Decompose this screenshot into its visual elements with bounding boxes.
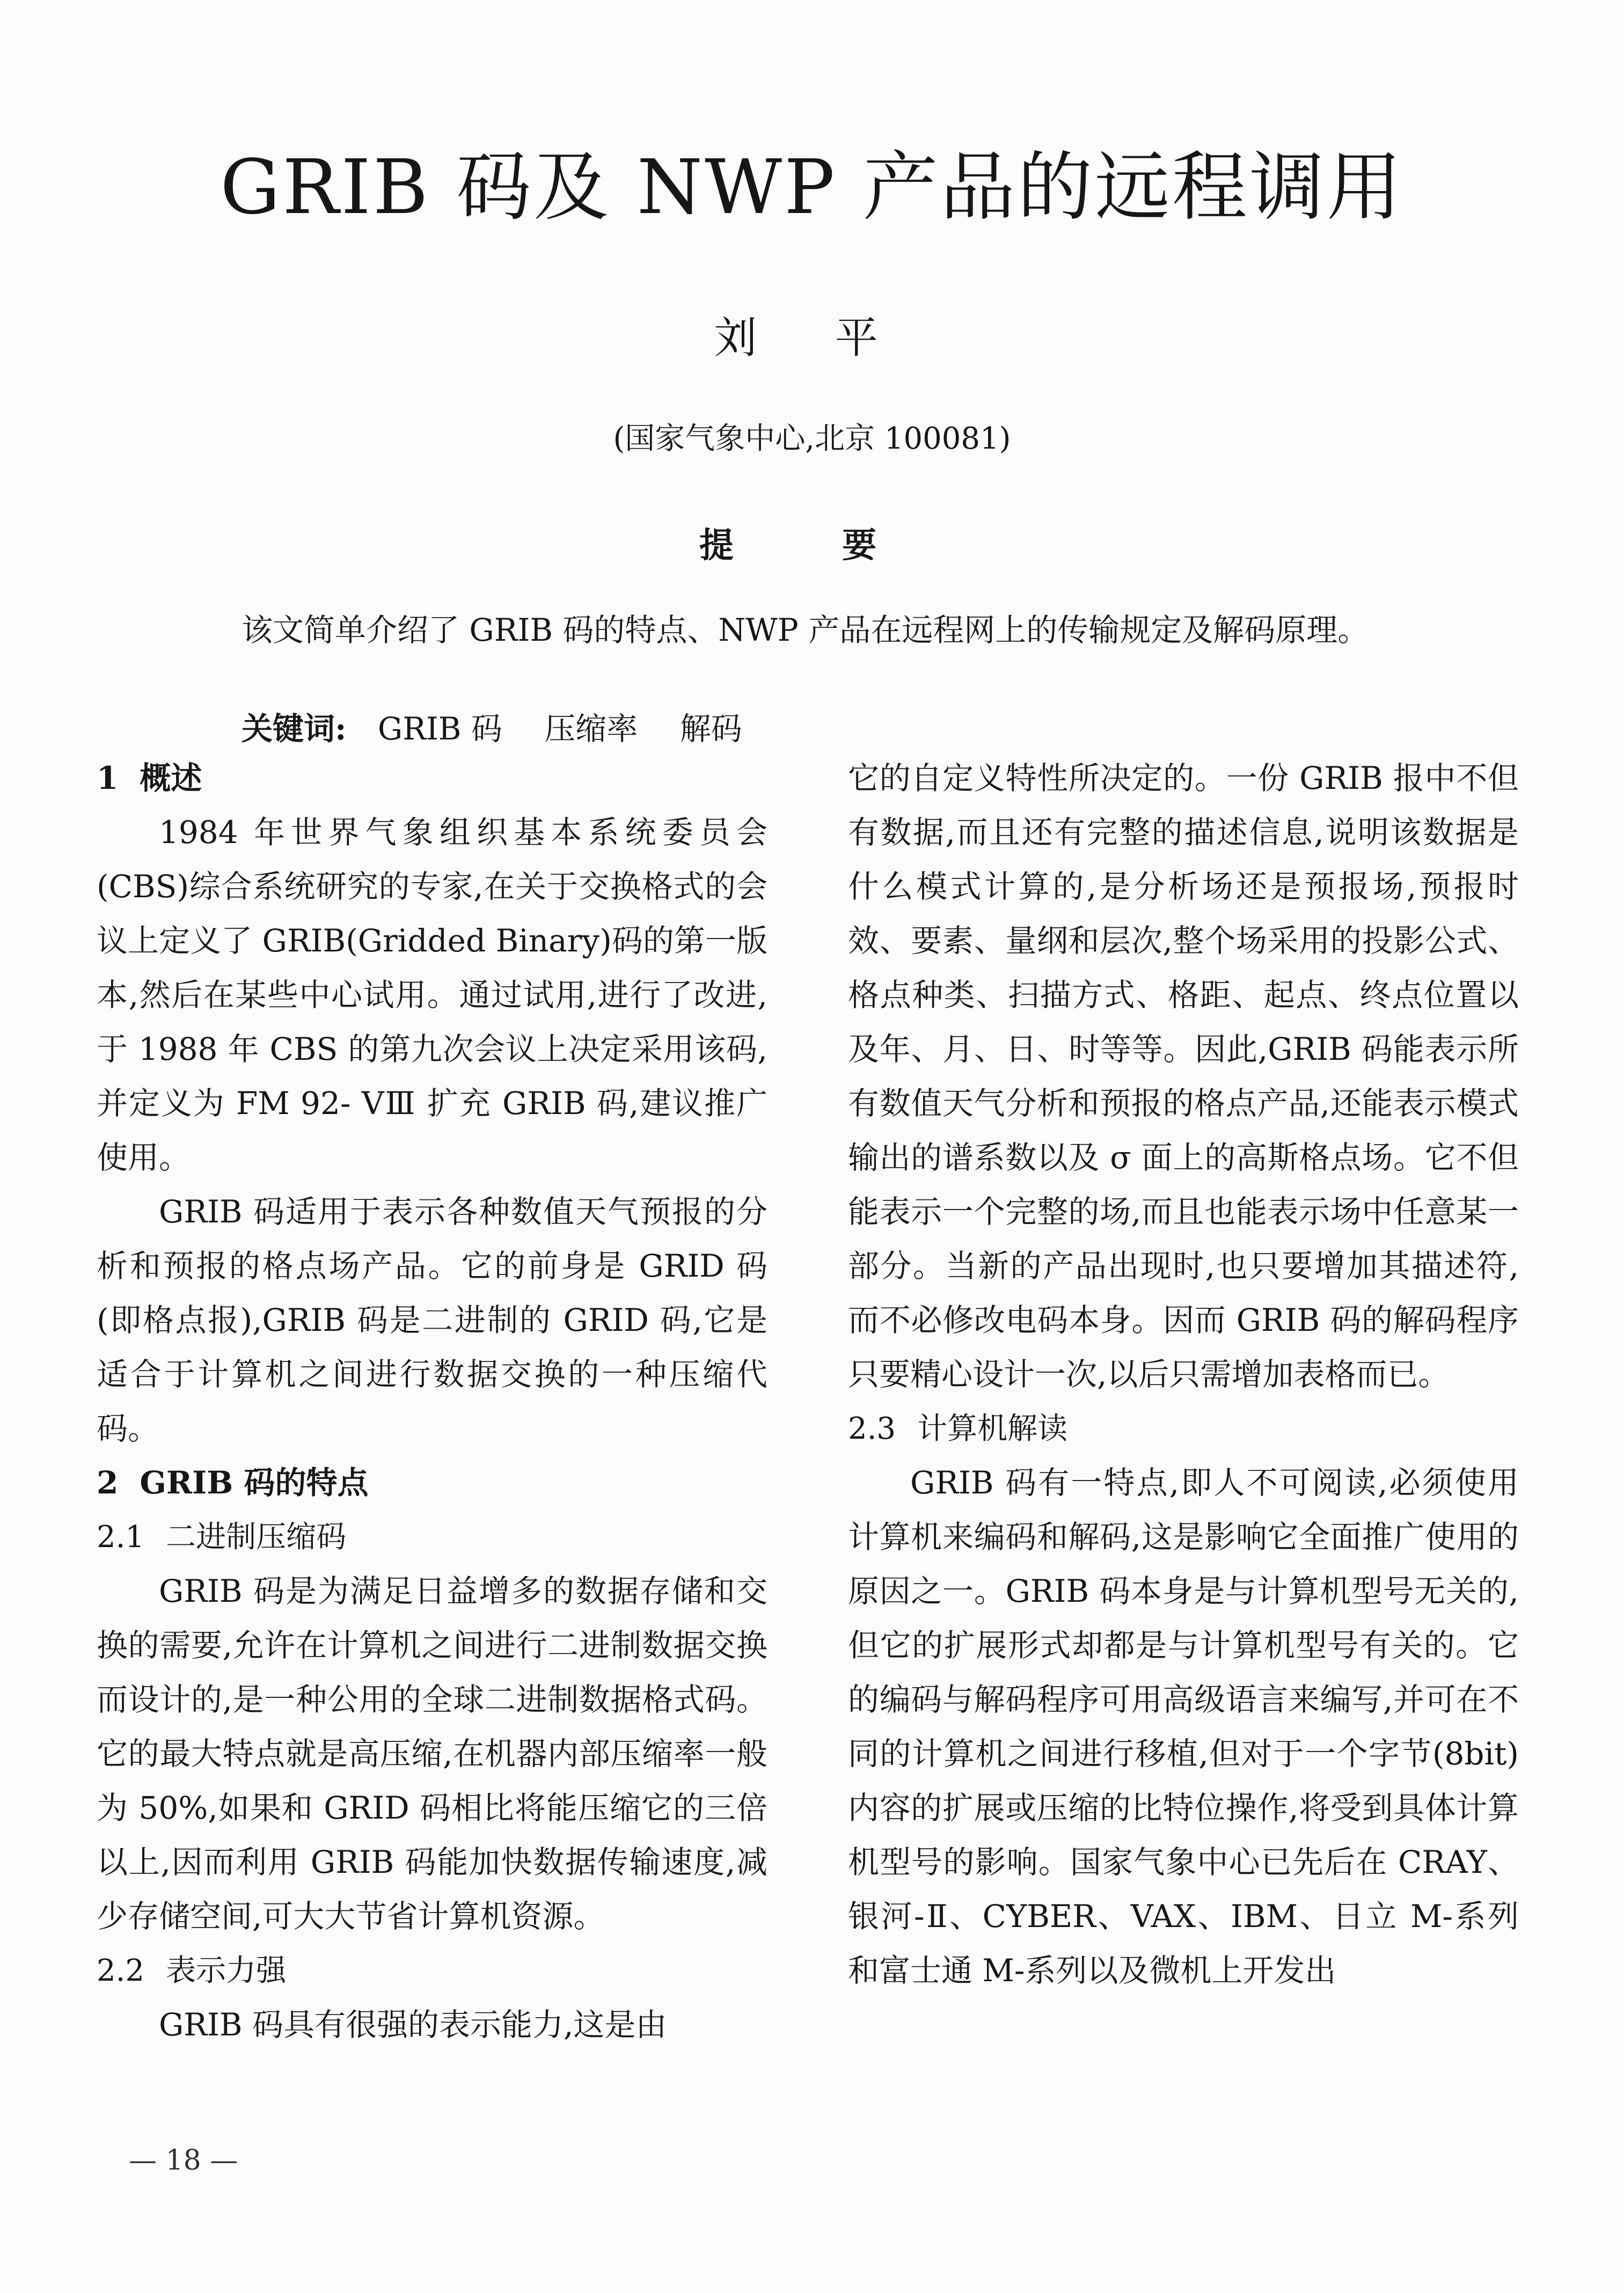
paragraph: GRIB 码适用于表示各种数值天气预报的分析和预报的格点场产品。它的前身是 GRID 码(即格点报),GRIB 码是二进制的 GRID 码,它是适合于计算机之间进行数据交换的一种压缩代码。 — [97, 1193, 767, 1447]
abstract-text: 该文简单介绍了 GRIB 码的特点、NWP 产品在远程网上的传输规定及解码原理。 — [242, 612, 1369, 648]
paragraph: GRIB 码是为满足日益增多的数据存储和交换的需要,允许在计算机之间进行二进制数据交换而设计的,是一种公用的全球二进制数据格式码。它的最大特点就是高压缩,在机器内部压缩率一般为 50%,如果和 GRID 码相比将能压缩它的三倍以上,因而利用 GRIB 码能加快数据传输速度,减少存储空间,可大大节省计算机资源。 — [97, 1573, 767, 1935]
subsection-heading: 2.2 表示力强 — [97, 1953, 287, 1988]
paragraph: 1984 年世界气象组织基本系统委员会(CBS)综合系统研究的专家,在关于交换格式的会议上定义了 GRIB(Gridded Binary)码的第一版本,然后在某些中心试用。通过试用,进行了改进,于 1988 年 CBS 的第九次会议上决定采用该码,并定义为 FM 92- VⅢ 扩充 GRIB 码,建议推广使用。 — [97, 814, 767, 1176]
keyword-term: GRIB 码 — [377, 710, 502, 747]
section-heading: 1 概述 — [97, 760, 202, 796]
paragraph: GRIB 码具有很强的表示能力,这是由 — [159, 2006, 667, 2043]
keywords-line — [242, 707, 774, 750]
section-heading: 2 GRIB 码的特点 — [97, 1464, 369, 1501]
keywords-label: 关键词: — [242, 710, 347, 747]
paragraph: GRIB 码有一特点,即人不可阅读,必须使用计算机来编码和解码,这是影响它全面推广使用的原因之一。GRIB 码本身是与计算机型号无关的,但它的扩展形式却都是与计算机型号有关的。它的编码与解码程序可用高级语言来编写,并可在不同的计算机之间进行移植,但对于一个字节(8bit)内容的扩展或压缩的比特位操作,将受到具体计算机型号的影响。国家气象中心已先后在 CRAY、银河-Ⅱ、CYBER、VAX、IBM、日立 M-系列和富士通 M-系列以及微机上开发出 — [848, 1464, 1519, 1989]
subsection-heading: 2.3 计算机解读 — [848, 1411, 1068, 1446]
author-name: 刘 平 — [714, 313, 910, 363]
left-column — [97, 751, 767, 2052]
keyword-term: 解码 — [679, 710, 742, 747]
paper-title: GRIB 码及 NWP 产品的远程调用 — [220, 144, 1404, 231]
abstract-heading: 提 要 — [699, 525, 925, 566]
right-column — [848, 751, 1519, 1998]
author-affiliation: (国家气象中心,北京 100081) — [613, 421, 1011, 456]
keyword-term: 压缩率 — [544, 710, 638, 747]
page-number: — 18 — — [129, 2144, 238, 2177]
subsection-heading: 2.1 二进制压缩码 — [97, 1520, 347, 1555]
paragraph: 它的自定义特性所决定的。一份 GRIB 报中不但有数据,而且还有完整的描述信息,说明该数据是什么模式计算的,是分析场还是预报场,预报时效、要素、量纲和层次,整个场采用的投影公式、格点种类、扫描方式、格距、起点、终点位置以及年、月、日、时等等。因此,GRIB 码能表示所有数值天气分析和预报的格点产品,还能表示模式输出的谱系数以及 σ 面上的高斯格点场。它不但能表示一个完整的场,而且也能表示场中任意某一部分。当新的产品出现时,也只要增加其描述符,而不必修改电码本身。因而 GRIB 码的解码程序只要精心设计一次,以后只需增加表格而已。 — [848, 760, 1519, 1393]
